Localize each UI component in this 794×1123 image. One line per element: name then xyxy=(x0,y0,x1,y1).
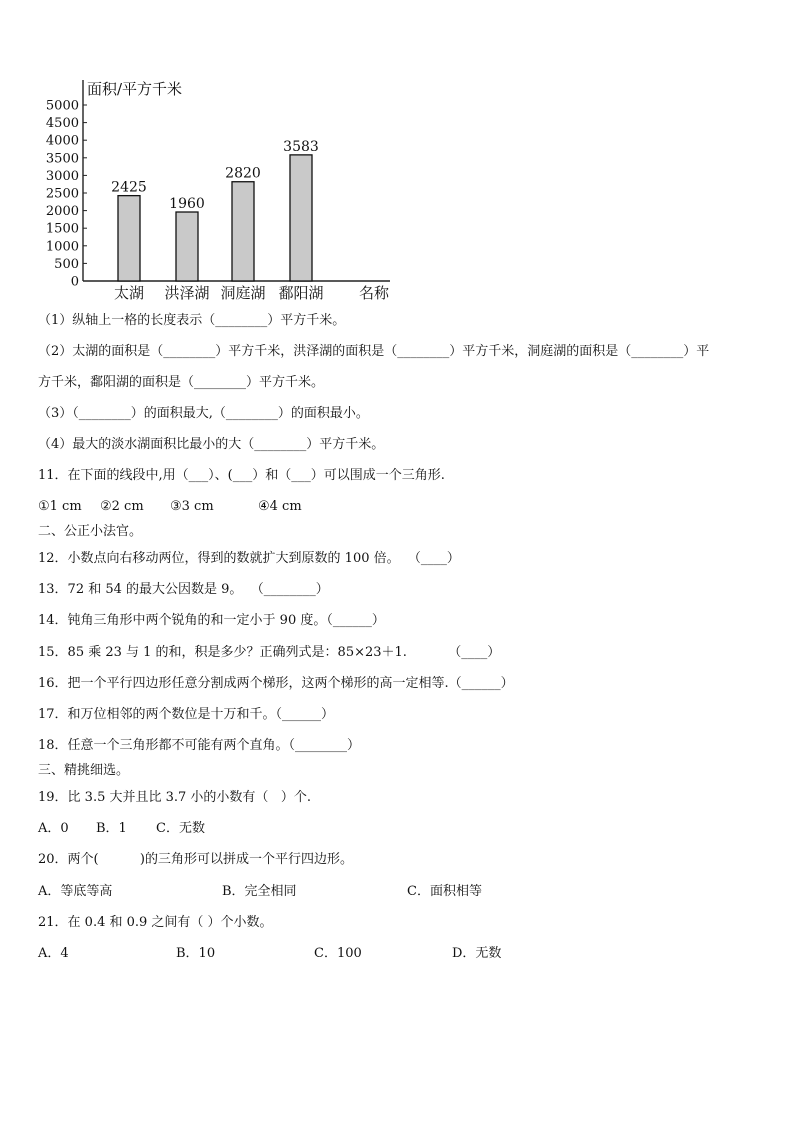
q11-option-4: ④4 cm xyxy=(258,499,302,514)
y-tick-label: 2500 xyxy=(45,186,79,202)
question-2-line-2: 方千米，鄱阳湖的面积是（________）平方千米。 xyxy=(38,375,325,390)
bar-value-label: 1960 xyxy=(169,196,205,213)
question-21: 21．在 0.4 和 0.9 之间有（ ）个小数。 xyxy=(38,915,273,930)
question-18: 18．任意一个三角形都不可能有两个直角。（________） xyxy=(38,738,361,753)
bar-value-label: 2425 xyxy=(111,179,147,196)
bar-1 xyxy=(118,196,140,281)
x-category-label: 洞庭湖 xyxy=(220,284,266,302)
y-tick-label: 500 xyxy=(54,256,79,272)
q19-option-c: C．无数 xyxy=(156,821,205,836)
question-15: 15．85 乘 23 与 1 的和，积是多少？正确列式是：85×23＋1. （____） xyxy=(38,645,501,660)
question-14: 14．钝角三角形中两个锐角的和一定小于 90 度。（______） xyxy=(38,613,385,628)
bar-value-label: 2820 xyxy=(225,165,261,182)
q20-option-c: C．面积相等 xyxy=(407,884,482,899)
x-axis-label: 名称 xyxy=(358,284,390,302)
question-19: 19．比 3.5 大并且比 3.7 小的小数有（ ）个. xyxy=(38,790,311,805)
question-3: （3）（________）的面积最大,（________）的面积最小。 xyxy=(38,406,369,421)
q21-option-b: B．10 xyxy=(176,946,216,961)
question-16: 16．把一个平行四边形任意分割成两个梯形，这两个梯形的高一定相等.（______） xyxy=(38,676,514,691)
lake-area-bar-chart xyxy=(38,72,398,312)
q21-option-c: C．100 xyxy=(314,946,362,961)
question-13: 13．72 和 54 的最大公因数是 9。 （________） xyxy=(38,582,329,597)
y-tick-label: 2000 xyxy=(45,204,79,220)
question-17: 17．和万位相邻的两个数位是十万和千。（______） xyxy=(38,707,335,722)
q11-option-3: ③3 cm xyxy=(170,499,214,514)
question-4: （4）最大的淡水湖面积比最小的大（________）平方千米。 xyxy=(38,437,385,452)
y-tick-label: 1000 xyxy=(45,239,79,255)
bar-4 xyxy=(290,155,312,281)
question-12: 12．小数点向右移动两位，得到的数就扩大到原数的 100 倍。 （____） xyxy=(38,551,460,566)
y-tick-label: 0 xyxy=(70,274,79,290)
question-20: 20．两个( )的三角形可以拼成一个平行四边形。 xyxy=(38,852,354,867)
y-axis-label: 面积/平方千米 xyxy=(87,80,183,98)
y-tick-label: 1500 xyxy=(45,221,79,237)
y-tick-label: 3000 xyxy=(45,168,79,184)
question-1: （1）纵轴上一格的长度表示（________）平方千米。 xyxy=(38,313,346,328)
q20-option-a: A．等底等高 xyxy=(38,884,113,899)
q20-option-b: B．完全相同 xyxy=(222,884,297,899)
x-category-label: 鄱阳湖 xyxy=(278,284,324,302)
bar-value-label: 3583 xyxy=(283,138,319,155)
q19-option-b: B．1 xyxy=(96,821,127,836)
q21-option-d: D．无数 xyxy=(452,946,502,961)
bar-2 xyxy=(176,212,198,281)
section-3-heading: 三、精挑细选。 xyxy=(38,763,130,778)
y-tick-label: 4000 xyxy=(45,133,79,149)
question-11: 11．在下面的线段中,用（___）、(___）和（___）可以围成一个三角形. xyxy=(38,468,445,483)
section-2-heading: 二、公正小法官。 xyxy=(38,524,143,539)
y-tick-label: 5000 xyxy=(45,98,79,114)
x-category-label: 太湖 xyxy=(113,284,145,302)
q11-option-2: ②2 cm xyxy=(100,499,144,514)
x-category-label: 洪泽湖 xyxy=(164,284,210,302)
q21-option-a: A．4 xyxy=(38,946,69,961)
q11-option-1: ①1 cm xyxy=(38,499,82,514)
y-tick-label: 3500 xyxy=(45,151,79,167)
question-2-line-1: （2）太湖的面积是（________）平方千米，洪泽湖的面积是（________）平方千米，洞庭湖的面积是（________）平 xyxy=(38,344,710,359)
bar-3 xyxy=(232,182,254,281)
y-tick-label: 4500 xyxy=(45,116,79,132)
q19-option-a: A．0 xyxy=(38,821,69,836)
